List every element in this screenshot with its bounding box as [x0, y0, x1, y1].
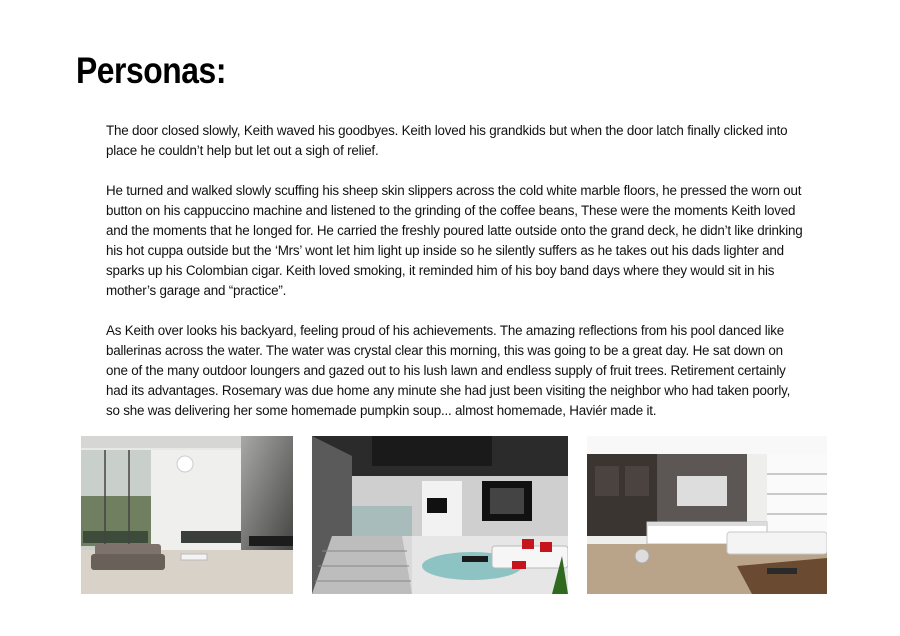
living-room-photo-2: [312, 436, 568, 594]
living-room-photo-3: [587, 436, 827, 594]
paragraph-3: As Keith over looks his backyard, feeling proud of his achievements. The amazing reflections from his pool danced like ballerinas across the water. The water was crystal clear this morning, this was going to be a great day. He sat down on one of the many outdoor loungers and gazed out to his lush lawn and endless supply of fruit trees. Retirement certainly had its advantages. Rosemary was due home any minute she had just been visiting the neighbor who had taken poorly, so she was delivering her some homemade pumpkin soup... almost homemade, Haviér made it.: [106, 323, 791, 418]
paragraph-1: The door closed slowly, Keith waved his goodbyes. Keith loved his grandkids but when the door latch finally clicked into place he couldn’t help but let out a sigh of relief.: [106, 123, 788, 158]
living-room-photo-1: [81, 436, 293, 594]
paragraph-2: He turned and walked slowly scuffing his sheep skin slippers across the cold white marble floors, he pressed the worn out button on his cappuccino machine and listened to the grinding of the coffee beans, These were the moments Keith loved and the moments that he longed for. He carried the freshly poured latte outside onto the grand deck, he didn’t like drinking his hot cuppa outside but the ‘Mrs’ wont let him light up inside so he silently suffers as he takes out his dads lighter and sparks up his Colombian cigar. Keith loved smoking, it reminded him of his boy band days where they would sit in his mother’s garage and “practice”.: [106, 183, 803, 298]
page-title: Personas:: [76, 50, 227, 91]
persona-story: [106, 121, 806, 441]
